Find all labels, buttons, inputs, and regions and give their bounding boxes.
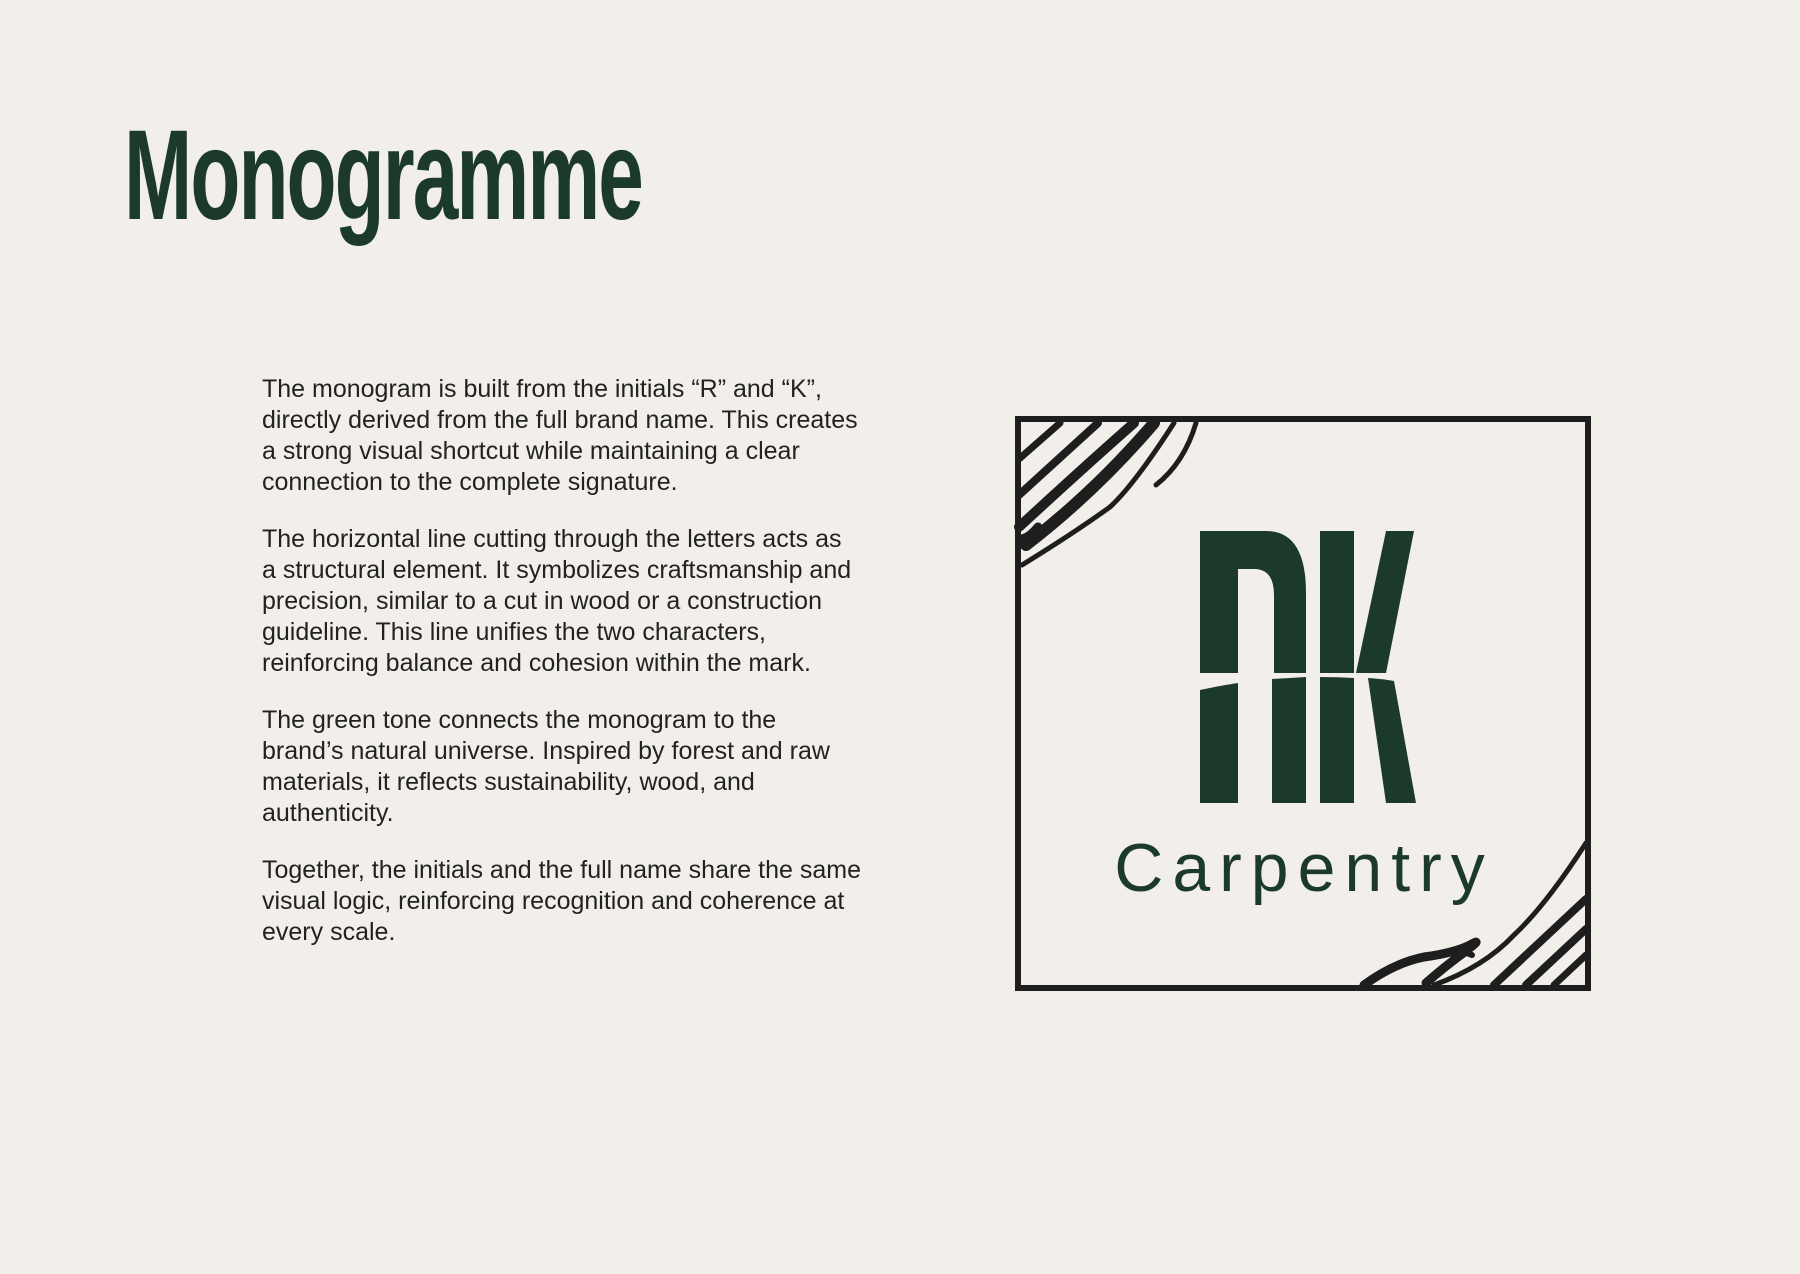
rk-monogram-icon — [1200, 531, 1416, 803]
paragraph-together: Together, the initials and the full name share the same visual logic, reinforcing recognition and coherence at every scale. — [262, 856, 861, 946]
logo-artwork — [1014, 415, 1592, 992]
wordmark-carpentry: Carpentry — [1114, 830, 1494, 906]
paragraph-horizontal-line: The horizontal line cutting through the letters acts as a structural element. It symbolizes craftsmanship and precision, similar to a cut in wood or a construction guideline. This line unifies the two characters, reinforcing balance and cohesion within the mark. — [262, 525, 852, 677]
paragraph-green-tone: The green tone connects the monogram to the brand’s natural universe. Inspired by forest and raw materials, it reflects sustainability, wood, and authenticity. — [262, 706, 830, 827]
description-text — [262, 374, 862, 974]
page-title: Monogramme — [124, 104, 642, 247]
paragraph-initials: The monogram is built from the initials “R” and “K”, directly derived from the full brand name. This creates a strong visual shortcut while maintaining a clear connection to the complete signature. — [262, 375, 858, 496]
monogram-logo — [1014, 415, 1592, 992]
wood-grain-top-left-icon — [1019, 423, 1196, 565]
